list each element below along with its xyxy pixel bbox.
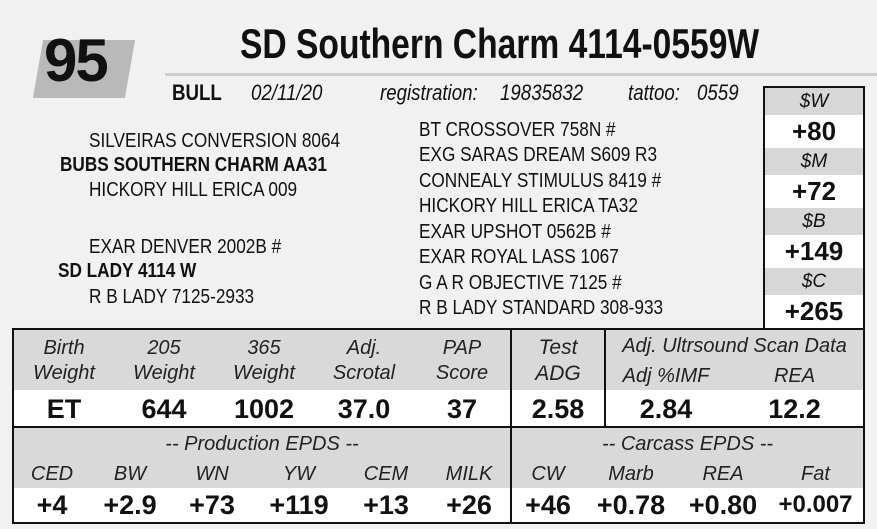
birth-date: 02/11/20 xyxy=(251,80,323,105)
ancestor-8: R B LADY STANDARD 308-933 xyxy=(419,297,664,319)
pap-header-2: Score xyxy=(435,362,489,384)
sex-label: BULL xyxy=(172,80,222,105)
pap-header-1: PAP xyxy=(442,337,482,359)
ultrasound-title: Adj. Ultrsound Scan Data xyxy=(622,335,847,357)
carcass-epd-panel xyxy=(510,426,865,524)
rea-value: +0.80 xyxy=(688,490,758,520)
index-value-m: +72 xyxy=(791,176,837,206)
performance-panel xyxy=(12,328,512,428)
title-rule xyxy=(165,73,877,76)
index-value-w: +80 xyxy=(791,116,837,146)
index-value-c: +265 xyxy=(784,296,844,326)
fat-value: +0.007 xyxy=(778,491,853,518)
cem-header: CEM xyxy=(363,463,409,485)
weight-205-header-1: 205 xyxy=(147,337,181,359)
production-epd-panel xyxy=(12,426,512,524)
index-box xyxy=(763,86,865,331)
rea-us-value: 12.2 xyxy=(768,394,821,424)
cem-value: +13 xyxy=(363,490,409,520)
adg-value: 2.58 xyxy=(531,394,585,424)
rea-us-header: REA xyxy=(773,365,816,387)
tattoo-number: 0559 xyxy=(697,80,739,105)
imf-header: Adj %IMF xyxy=(622,365,710,387)
production-title: -- Production EPDS -- xyxy=(165,433,359,455)
milk-value: +26 xyxy=(446,490,492,520)
weight-205-header-2: Weight xyxy=(133,362,195,384)
scrotal-value: 37.0 xyxy=(337,394,391,424)
scrotal-header-1: Adj. xyxy=(346,337,382,359)
index-label-m: $M xyxy=(765,148,863,175)
scrotal-header-2: Scrotal xyxy=(332,362,396,384)
weight-365-value: 1002 xyxy=(233,394,295,424)
ancestor-1: BT CROSSOVER 758N # xyxy=(419,119,616,141)
yw-value: +119 xyxy=(269,490,329,520)
wn-value: +73 xyxy=(189,490,235,520)
dam: SD LADY 4114 W xyxy=(58,260,197,282)
marb-value: +0.78 xyxy=(596,490,666,520)
ancestor-6: EXAR ROYAL LASS 1067 xyxy=(419,246,619,268)
ancestor-2: EXG SARAS DREAM S609 R3 xyxy=(419,144,658,166)
registration-number: 19835832 xyxy=(500,80,584,105)
index-label-w: $W xyxy=(765,88,863,115)
cw-value: +46 xyxy=(525,490,571,520)
bw-value: +2.9 xyxy=(103,490,157,520)
ced-header: CED xyxy=(30,463,74,485)
cw-header: CW xyxy=(531,463,565,485)
ultrasound-panel xyxy=(510,328,865,428)
birth-weight-header-2: Weight xyxy=(33,362,95,384)
sire-sire: SILVEIRAS CONVERSION 8064 xyxy=(89,130,341,152)
yw-header: YW xyxy=(282,463,316,485)
ced-value: +4 xyxy=(36,490,68,520)
milk-header: MILK xyxy=(445,463,493,485)
dam-dam: R B LADY 7125-2933 xyxy=(89,286,255,308)
wn-header: WN xyxy=(195,463,229,485)
weight-205-value: 644 xyxy=(141,394,187,424)
sire-dam: HICKORY HILL ERICA 009 xyxy=(89,179,298,201)
ancestor-5: EXAR UPSHOT 0562B # xyxy=(419,221,611,243)
registration-label: registration: xyxy=(380,80,478,105)
marb-header: Marb xyxy=(608,463,654,485)
birth-weight-header-1: Birth xyxy=(43,337,85,359)
weight-365-header-1: 365 xyxy=(247,337,281,359)
pap-value: 37 xyxy=(446,394,478,424)
birth-weight-value: ET xyxy=(46,394,82,424)
bw-header: BW xyxy=(113,463,147,485)
ancestor-3: CONNEALY STIMULUS 8419 # xyxy=(419,170,662,192)
lot-number: 95 xyxy=(44,27,107,94)
index-label-b: $B xyxy=(765,208,863,235)
index-label-c: $C xyxy=(765,268,863,295)
fat-header: Fat xyxy=(801,463,830,485)
tattoo-label: tattoo: xyxy=(628,80,680,105)
ancestor-4: HICKORY HILL ERICA TA32 xyxy=(419,195,638,217)
animal-name: SD Southern Charm 4114-0559W xyxy=(240,20,760,67)
rea-header: REA xyxy=(702,463,744,485)
weight-365-header-2: Weight xyxy=(233,362,295,384)
adg-header-1: Test xyxy=(538,336,578,359)
dam-sire: EXAR DENVER 2002B # xyxy=(89,236,282,258)
ancestor-7: G A R OBJECTIVE 7125 # xyxy=(419,272,622,294)
sire: BUBS SOUTHERN CHARM AA31 xyxy=(60,154,327,176)
carcass-title: -- Carcass EPDS -- xyxy=(601,433,774,455)
imf-value: 2.84 xyxy=(639,394,693,424)
index-value-b: +149 xyxy=(784,236,844,266)
adg-header-2: ADG xyxy=(535,362,581,385)
